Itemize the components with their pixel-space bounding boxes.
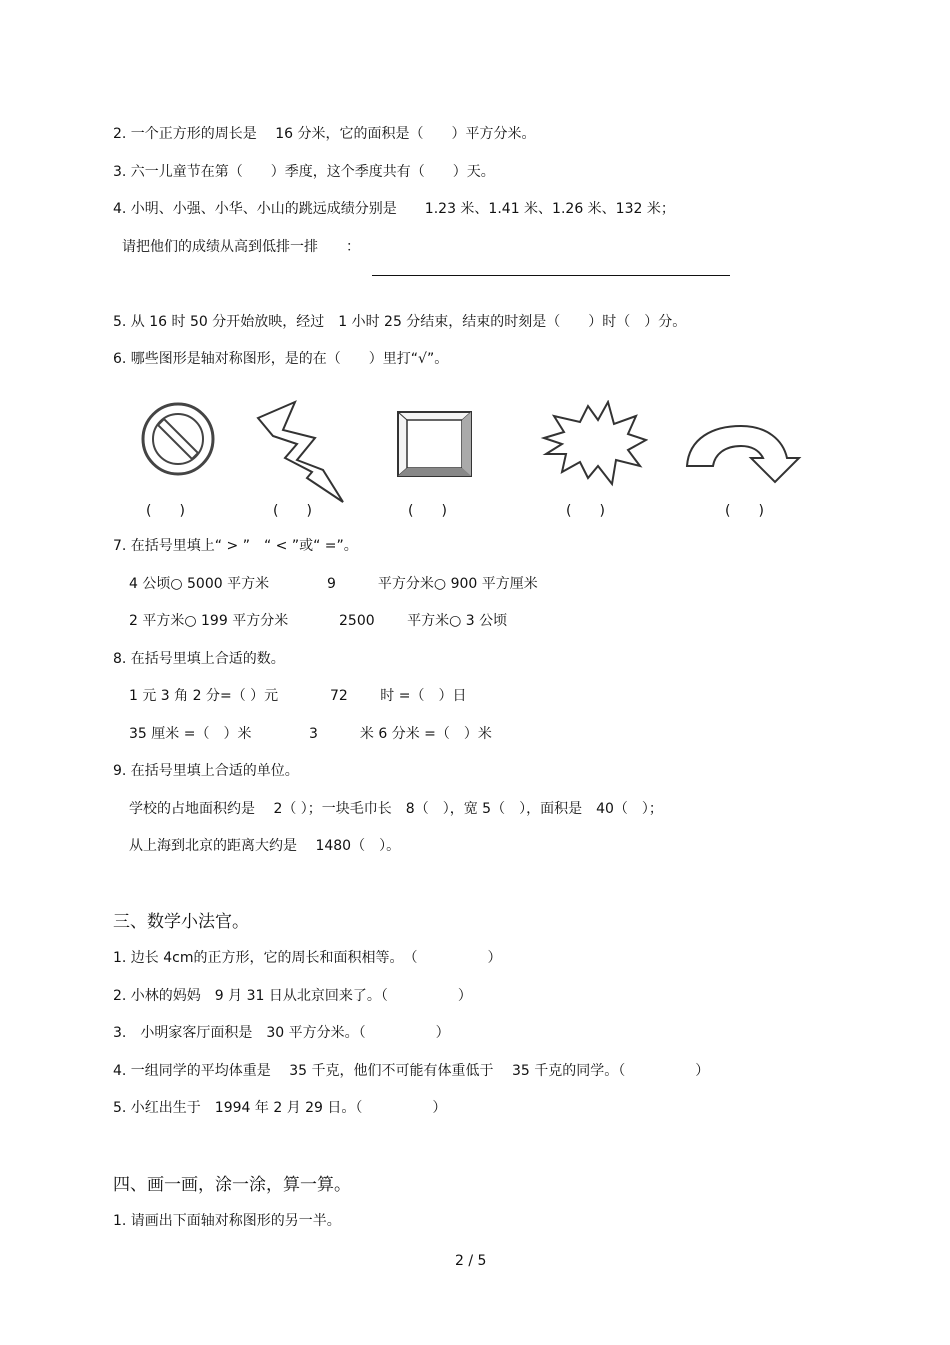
question-4-line1: 4. 小明、小强、小华、小山的跳远成绩分别是 1.23 米、1.41 米、1.26 米、132 米； xyxy=(113,201,675,217)
lightning-bolt-icon xyxy=(255,400,350,505)
prohibition-sign-icon xyxy=(138,400,218,480)
question-5: 5. 从 16 时 50 分开始放映，经过 1 小时 25 分结束，结束的时刻是（ ）时（ ）分。 xyxy=(113,314,687,330)
section-3-heading: 三、数学小法官。 xyxy=(113,912,249,932)
question-6: 6. 哪些图形是轴对称图形，是的在（ ）里打“√”。 xyxy=(113,351,449,367)
q8-item-2: 72 时 =（ ）日 xyxy=(330,688,467,704)
answer-paren-3[interactable]: ( ) xyxy=(408,503,447,519)
question-8: 8. 在括号里填上合适的数。 xyxy=(113,651,285,667)
q7-item-4: 2500 平方米○ 3 公顷 xyxy=(339,613,508,629)
answer-paren-1[interactable]: ( ) xyxy=(146,503,185,519)
judge-item-5: 5. 小红出生于 1994 年 2 月 29 日。（ ） xyxy=(113,1100,447,1116)
q9-line-1: 学校的占地面积约是 2（ ）；一块毛巾长 8（ ），宽 5（ ），面积是 40（ ）； xyxy=(129,801,663,817)
q7-item-2: 9 平方分米○ 900 平方厘米 xyxy=(327,576,538,592)
judge-item-4: 4. 一组同学的平均体重是 35 千克，他们不可能有体重低于 35 千克的同学。（ ） xyxy=(113,1063,710,1079)
answer-paren-5[interactable]: ( ) xyxy=(725,503,764,519)
answer-paren-2[interactable]: ( ) xyxy=(273,503,312,519)
judge-item-3: 3. 小明家客厅面积是 30 平方分米。（ ） xyxy=(113,1025,450,1041)
q8-item-3: 35 厘米 =（ ）米 xyxy=(129,726,252,742)
judge-item-1: 1. 边长 4cm的正方形，它的周长和面积相等。 （ ） xyxy=(113,950,502,966)
q7-item-1: 4 公顷○ 5000 平方米 xyxy=(129,576,270,592)
answer-paren-4[interactable]: ( ) xyxy=(566,503,605,519)
q8-item-1: 1 元 3 角 2 分=（ ）元 xyxy=(129,688,279,704)
page-number: 2 / 5 xyxy=(455,1253,487,1269)
beveled-square-icon xyxy=(396,410,474,480)
q9-line-2: 从上海到北京的距离大约是 1480（ ）。 xyxy=(129,838,401,854)
question-7: 7. 在括号里填上“ > ” “ < ”或“ =”。 xyxy=(113,538,358,554)
question-4-line2: 请把他们的成绩从高到低排一排 ： xyxy=(122,239,360,255)
q8-item-4: 3 米 6 分米 =（ ）米 xyxy=(309,726,492,742)
question-3: 3. 六一儿童节在第（ ）季度，这个季度共有（ ）天。 xyxy=(113,164,495,180)
question-9: 9. 在括号里填上合适的单位。 xyxy=(113,763,299,779)
section-4-question-1: 1. 请画出下面轴对称图形的另一半。 xyxy=(113,1213,341,1229)
starburst-icon xyxy=(540,400,648,490)
q7-item-3: 2 平方米○ 199 平方分米 xyxy=(129,613,289,629)
curved-arrow-icon xyxy=(683,420,803,485)
question-2: 2. 一个正方形的周长是 16 分米，它的面积是（ ）平方分米。 xyxy=(113,126,536,142)
section-4-heading: 四、画一画，涂一涂，算一算。 xyxy=(113,1175,351,1195)
answer-line[interactable] xyxy=(372,275,730,276)
judge-item-2: 2. 小林的妈妈 9 月 31 日从北京回来了。（ ） xyxy=(113,988,472,1004)
